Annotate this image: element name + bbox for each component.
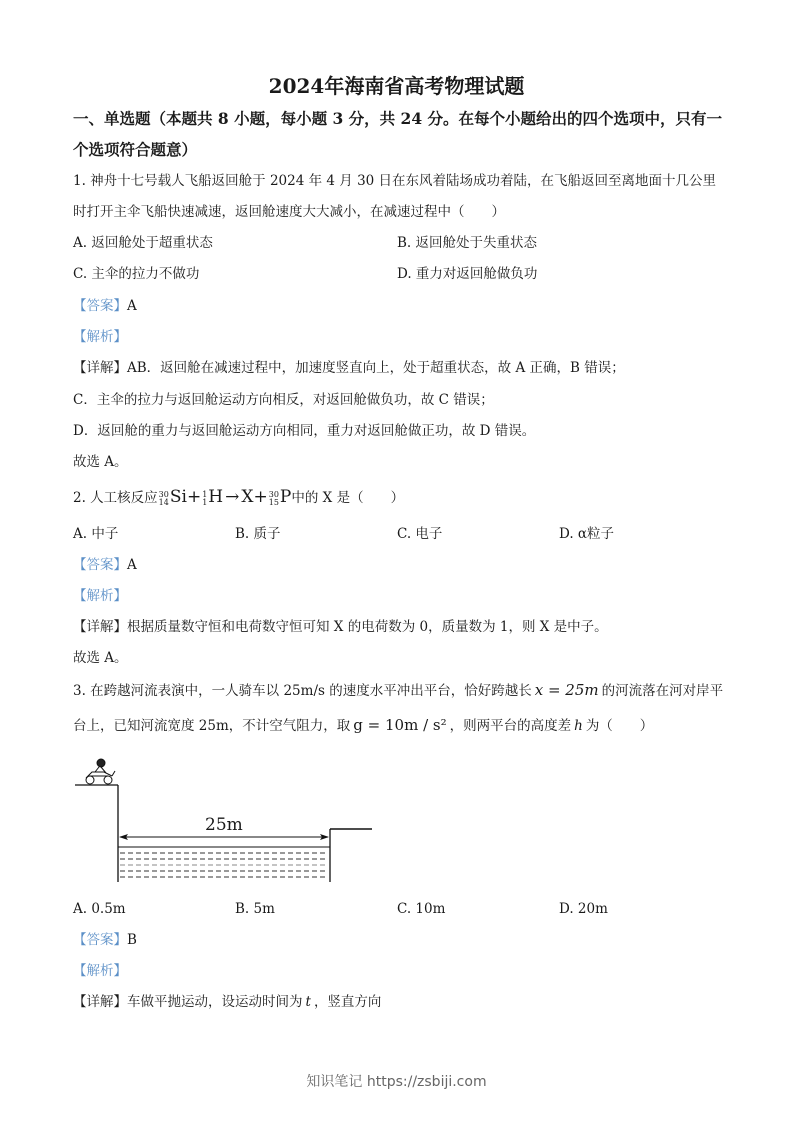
q1-detail-line2: C．主伞的拉力与返回舱运动方向相反，对返回舱做负功，故 C 错误； <box>73 392 494 408</box>
reaction-arrow: → <box>225 487 240 507</box>
answer-label: 【答案】 <box>73 298 127 314</box>
q2-option-b: B. 质子 <box>235 526 281 542</box>
detail-text: 车做平抛运动，设运动时间为 <box>127 994 303 1010</box>
var-t: t <box>305 994 311 1010</box>
q1-option-c: C. 主伞的拉力不做功 <box>73 266 200 282</box>
q2-conclusion: 故选 A。 <box>73 650 128 666</box>
plus-sign: + <box>186 487 202 507</box>
q3-analysis-label: 【解析】 <box>73 963 127 979</box>
detail-label: 【详解】 <box>73 360 127 376</box>
q1-detail-line3: D．返回舱的重力与返回舱运动方向相同，重力对返回舱做正功，故 D 错误。 <box>73 423 536 439</box>
q1-conclusion: 故选 A。 <box>73 454 128 470</box>
q3-option-c: C. 10m <box>397 901 446 917</box>
answer-label: 【答案】 <box>73 557 127 573</box>
q2-option-d: D. α粒子 <box>559 526 615 542</box>
p-atomic-number: 15 <box>268 497 279 507</box>
q3-stem-text: 为（ ） <box>585 718 654 734</box>
p-symbol: P <box>279 487 292 507</box>
q1-analysis-label: 【解析】 <box>73 329 127 345</box>
q3-option-a: A. 0.5m <box>73 901 126 917</box>
q1-stem-line2: 时打开主伞飞船快速减速，返回舱速度大大减小，在减速过程中（ ） <box>73 204 505 220</box>
q3-stem-text: 3. 在跨越河流表演中，一人骑车以 25m/s 的速度水平冲出平台，恰好跨越长 <box>73 683 532 699</box>
section-header-line2: 个选项符合题意） <box>73 140 198 159</box>
answer-value: B <box>127 932 137 948</box>
h-mass-number: 1 <box>202 489 208 499</box>
q2-analysis-label: 【解析】 <box>73 588 127 604</box>
q3-stem-text: ，则两平台的高度差 <box>449 718 572 734</box>
h-symbol: H <box>208 487 224 507</box>
q2-option-c: C. 电子 <box>397 526 443 542</box>
detail-text: AB．返回舱在减速过程中，加速度竖直向上，处于超重状态，故 A 正确，B 错误； <box>127 360 625 376</box>
river-width-label: 25m <box>205 815 243 835</box>
q3-option-d: D. 20m <box>559 901 608 917</box>
detail-text: ，竖直方向 <box>313 994 382 1010</box>
section-header-line1: 一、单选题（本题共 8 小题，每小题 3 分，共 24 分。在每个小题给出的四个选项中，只有一 <box>73 109 723 128</box>
answer-value: A <box>127 557 137 573</box>
footer-watermark: 知识笔记 https://zsbiji.com <box>306 1074 487 1090</box>
q3-stem-text: 台上，已知河流宽度 25m，不计空气阻力，取 <box>73 718 351 734</box>
answer-value: A <box>127 298 137 314</box>
q3-var-h: h <box>574 718 583 734</box>
q3-option-b: B. 5m <box>235 901 275 917</box>
q3-math-g: g = 10m / s² <box>353 716 447 734</box>
q1-option-b: B. 返回舱处于失重状态 <box>397 235 538 251</box>
plus-sign: + <box>253 487 268 507</box>
detail-label: 【详解】 <box>73 619 127 635</box>
si-mass-number: 30 <box>158 489 169 499</box>
q3-detail-line1 <box>73 992 381 1012</box>
q1-stem-line1: 1. 神舟十七号载人飞船返回舱于 2024 年 4 月 30 日在东风着陆场成功着陆，在飞船返回至离地面十几公里 <box>73 173 717 189</box>
detail-label: 【详解】 <box>73 994 127 1010</box>
si-symbol: Si <box>169 487 187 507</box>
q2-option-a: A. 中子 <box>73 526 119 542</box>
answer-label: 【答案】 <box>73 932 127 948</box>
h-atomic-number: 1 <box>202 497 208 507</box>
x-symbol: X <box>241 487 254 507</box>
q1-option-a: A. 返回舱处于超重状态 <box>73 235 213 251</box>
motorcycle-rider-icon <box>86 759 115 784</box>
q3-math-x: x = 25m <box>534 681 599 699</box>
document-title: 2024年海南省高考物理试题 <box>268 74 525 98</box>
q3-answer <box>73 930 137 950</box>
p-mass-number: 30 <box>268 489 279 499</box>
q2-stem-suffix: 中的 X 是（ ） <box>291 490 405 506</box>
q3-stem-text: 的河流落在河对岸平 <box>601 683 724 699</box>
si-atomic-number: 14 <box>158 497 169 507</box>
q1-option-d: D. 重力对返回舱做负功 <box>397 266 538 282</box>
detail-text: 根据质量数守恒和电荷数守恒可知 X 的电荷数为 0，质量数为 1，则 X 是中子。 <box>127 619 608 635</box>
q2-stem-prefix: 2. 人工核反应 <box>73 490 158 506</box>
